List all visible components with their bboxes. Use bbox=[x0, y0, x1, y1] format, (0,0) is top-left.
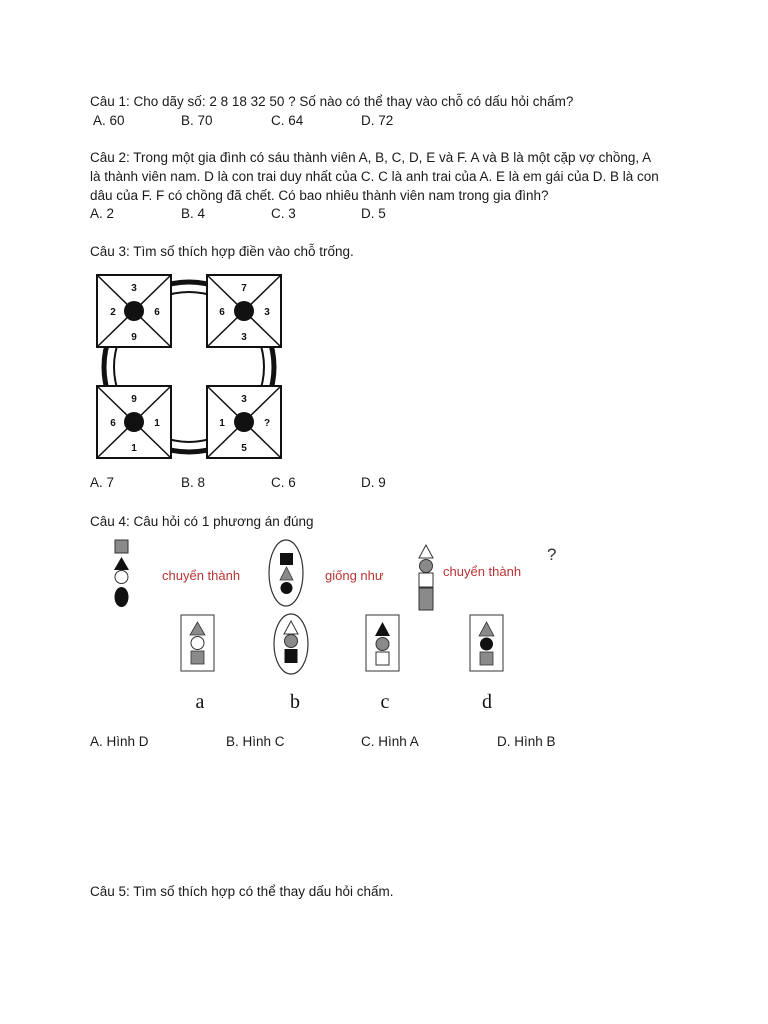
q3-option-d: D. 9 bbox=[361, 475, 386, 490]
q1-stem: Câu 1: Cho dãy số: 2 8 18 32 50 ? Số nào có thể thay vào chỗ có dấu hỏi chấm? bbox=[90, 94, 574, 109]
choice-b-figure bbox=[274, 614, 308, 674]
question-mark: ? bbox=[547, 545, 557, 564]
choice-letter-b: b bbox=[290, 691, 300, 713]
q4-option-d: D. Hình B bbox=[497, 734, 556, 749]
square-1-right: 6 bbox=[154, 307, 160, 318]
square-4-right: ? bbox=[263, 418, 271, 429]
q2-stem-line-3: dâu của F. F có chồng đã chết. Có bao nhiêu thành viên nam trong gia đình? bbox=[90, 188, 549, 203]
q4-option-a: A. Hình D bbox=[90, 734, 149, 749]
choice-d-figure bbox=[470, 615, 503, 671]
q1-option-a: A. 60 bbox=[93, 113, 125, 128]
choice-letter-d: d bbox=[482, 691, 492, 713]
q3-option-a: A. 7 bbox=[90, 475, 115, 490]
source-shape-stack bbox=[114, 540, 129, 607]
q2-option-c: C. 3 bbox=[271, 206, 296, 221]
choice-a-figure bbox=[181, 615, 214, 671]
q2-option-b: B. 4 bbox=[181, 206, 206, 221]
square-2-left: 6 bbox=[219, 307, 225, 318]
q5-stem: Câu 5: Tìm số thích hợp có thể thay dấu hỏi chấm. bbox=[90, 884, 394, 899]
square-3-bottom: 1 bbox=[131, 443, 137, 454]
label-transform-2: chuyển thành bbox=[443, 564, 522, 579]
q2-option-a: A. 2 bbox=[90, 206, 115, 221]
square-4-bottom: 5 bbox=[241, 443, 247, 454]
q2-stem-line-1: Câu 2: Trong một gia đình có sáu thành viên A, B, C, D, E và F. A và B là một cặp vợ chồng, A bbox=[90, 150, 652, 165]
q2-option-d: D. 5 bbox=[361, 206, 386, 221]
q3-stem: Câu 3: Tìm số thích hợp điền vào chỗ trống. bbox=[90, 244, 354, 259]
q4-option-c: C. Hình A bbox=[361, 734, 419, 749]
label-transform-1: chuyển thành bbox=[162, 568, 241, 583]
q3-option-b: B. 8 bbox=[181, 475, 206, 490]
q1-option-d: D. 72 bbox=[361, 113, 394, 128]
square-3-right: 1 bbox=[154, 418, 160, 429]
square-1-bottom: 9 bbox=[131, 332, 137, 343]
q3-option-c: C. 6 bbox=[271, 475, 296, 490]
square-3-top: 9 bbox=[131, 394, 137, 405]
choice-c-figure bbox=[366, 615, 399, 671]
square-2-right: 3 bbox=[264, 307, 270, 318]
square-4-left: 1 bbox=[219, 418, 225, 429]
oval-example-shape bbox=[269, 540, 303, 606]
choice-letter-c: c bbox=[380, 691, 390, 713]
q4-stem: Câu 4: Câu hỏi có 1 phương án đúng bbox=[90, 514, 314, 529]
choice-letter-a: a bbox=[195, 691, 205, 713]
square-1-left: 2 bbox=[110, 307, 116, 318]
square-2-bottom: 3 bbox=[241, 332, 247, 343]
square-4-top: 3 bbox=[241, 394, 247, 405]
q1-option-b: B. 70 bbox=[181, 113, 213, 128]
q1-option-c: C. 64 bbox=[271, 113, 304, 128]
square-2-top: 7 bbox=[241, 283, 247, 294]
q2-stem-line-2: là thành viên nam. D là con trai duy nhất của C. C là anh trai của A. E là em gái của D. B là con bbox=[90, 169, 659, 184]
second-source-shape-stack bbox=[419, 545, 433, 610]
square-1-top: 3 bbox=[131, 283, 137, 294]
label-like: giống như bbox=[325, 568, 384, 583]
square-3-left: 6 bbox=[110, 418, 116, 429]
q4-option-b: B. Hình C bbox=[226, 734, 285, 749]
